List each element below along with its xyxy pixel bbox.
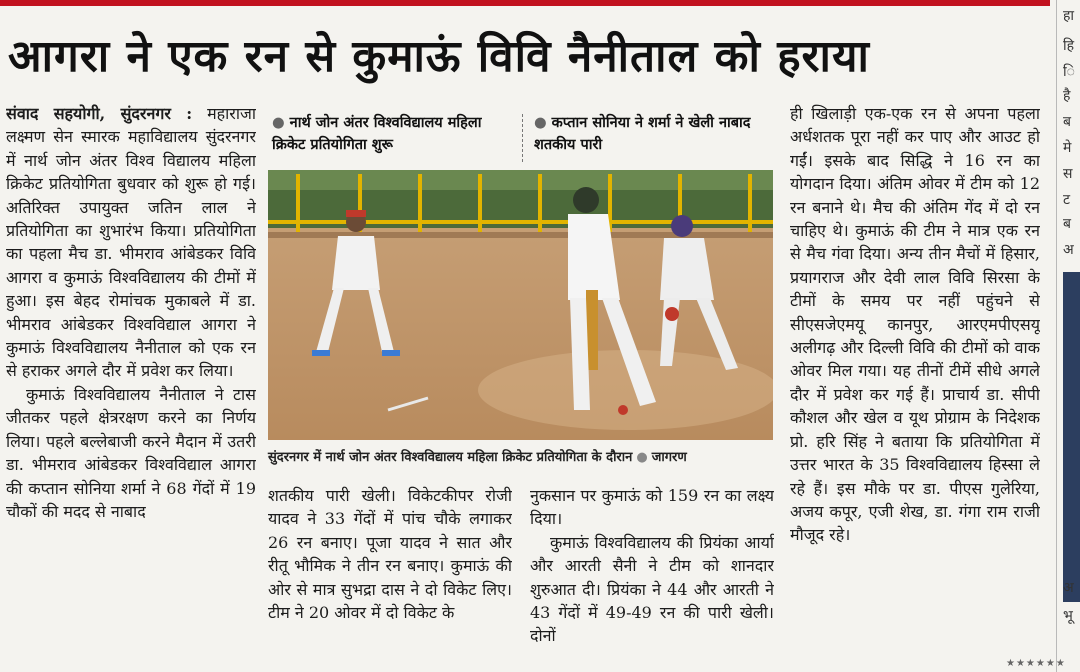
bullet-icon: ● — [272, 115, 285, 131]
adjacent-text-fragment: ब — [1063, 114, 1071, 130]
article-column-4 — [790, 102, 1040, 672]
adjacent-text-fragment: है — [1063, 88, 1071, 104]
photo-caption-text: सुंदरनगर में नार्थ जोन अंतर विश्वविद्यालय महिला क्रिकेट प्रतियोगिता के दौरान — [268, 450, 633, 465]
paragraph-4: नुकसान पर कुमाऊं को 159 रन का लक्ष्य दिया। — [530, 486, 774, 529]
adjacent-text-fragment: हि — [1063, 38, 1075, 54]
article-column-3 — [530, 484, 774, 672]
adjacent-text-fragment: ट — [1063, 192, 1071, 208]
adjacent-text-fragment: हा — [1063, 8, 1075, 24]
adjacent-text-fragment: ि — [1063, 64, 1075, 80]
adjacent-text-fragment: भू — [1063, 608, 1073, 624]
adjacent-text-fragment: अ — [1063, 580, 1074, 596]
paragraph-2: कुमाऊं विश्वविद्यालय नैनीताल ने टास जीतकर पहले क्षेत्ररक्षण करने का निर्णय लिया। पहले बल्लेबाजी करने मैदान में उतरी डा. भीमराव आंबेडकर विश्वविद्याल आगरा की कप्तान सोनिया शर्मा ने 68 गेंदों में 19 चौकों की मदद से नाबाद — [6, 384, 256, 521]
dateline: संवाद सहयोगी, सुंदरनगर : — [6, 104, 193, 123]
paragraph-1 — [6, 102, 256, 383]
article-column-1 — [6, 102, 256, 672]
paragraph-3: शतकीय पारी खेली। विकेटकीपर रोजी यादव ने 33 गेंदों में पांच चौके लगाकर 26 रन बनाए। पूजा यादव ने सात और रीतू भौमिक ने तीन रन बनाए। कुमाऊं की ओर से मात्र सुभद्रा दास ने दो विकेट लिए। टीम ने 20 ओवर में दो विकेट के — [268, 486, 512, 623]
bullet-icon: ● — [534, 115, 547, 131]
paragraph-1-text: महाराजा लक्ष्मण सेन स्मारक महाविद्यालय सुंदरनगर में नार्थ जोन अंतर विश्व विद्यालय महिला क्रिकेट प्रतियोगिता बुधवार को शुरू हो गई। अतिरिक्त उपायुक्त जतिन लाल ने प्रतियोगिता का शुभारंभ किया। प्रतियोगिता का पहला मैच डा. भीमराव आंबेडकर विवि आगरा व कुमाऊं विश्वविद्यालय की टीमों में हुआ। इस बेहद रोमांचक मुकाबले में डा. भीमराव आंबेडकर विश्वविद्याल आगरा ने कुमाऊं विश्वविद्यालय नैनीताल को एक रन से हराकर अगले दौर में प्रवेश कर लिया। — [6, 104, 256, 381]
adjacent-photo — [1063, 272, 1080, 602]
highlight-2 — [534, 112, 770, 156]
top-accent-bar — [0, 0, 1050, 6]
article-column-2 — [268, 484, 512, 672]
paragraph-5: कुमाऊं विश्वविद्यालय की प्रियंका आर्या और आरती सैनी ने टीम को शानदार शुरुआत दी। प्रियंका ने 44 और आरती ने 43 गेंदों में 49-49 रन की पारी खेली। दोनों — [530, 532, 774, 646]
photo-caption — [268, 448, 773, 468]
highlight-separator — [522, 114, 523, 162]
adjacent-text-fragment: ब — [1063, 216, 1071, 232]
highlight-2-text: कप्तान सोनिया ने शर्मा ने खेली नाबाद शतकीय पारी — [534, 115, 751, 153]
adjacent-text-fragment: अ — [1063, 242, 1074, 258]
cricket-photo-illustration — [268, 170, 773, 440]
highlight-1 — [272, 112, 518, 156]
cricket-match-photo — [268, 170, 773, 440]
adjacent-article-edge — [1056, 0, 1080, 672]
adjacent-text-fragment: स — [1063, 166, 1073, 182]
highlight-1-text: नार्थ जोन अंतर विश्वविद्यालय महिला क्रिकेट प्रतियोगिता शुरू — [272, 115, 482, 153]
footer-stars: ★★★★★★ — [1006, 658, 1066, 669]
adjacent-text-fragment: मे — [1063, 140, 1072, 156]
paragraph-6: ही खिलाड़ी एक-एक रन से अपना पहला अर्धशतक पूरा नहीं कर पाए और आउट हो गईं। इसके बाद सिद्धि ने 16 रन का योगदान दिया। अंतिम ओवर में टीम को 12 रन बनाने थे। मैच की अंतिम गेंद में दो रन चाहिए थे। कुमाऊं की टीम ने मात्र एक रन से मैच गंवा दिया। अन्य तीन मैचों में हिसार, प्रयागराज और देवी लाल विवि सिरसा के टीमों के समय पर नहीं पहुंचने से सीएसजेएमयू कानपुर, आरएमपीएसयू अलीगढ़ और दिल्ली विवि की टीमों को वाक ओवर मिल गया। यह तीनों टीमें सीधे अगले दौर में प्रवेश कर गई हैं। प्राचार्य डा. सीपी कौशल और खेल व यूथ प्रोग्राम के निदेशक प्रो. हरि सिंह ने बताया कि प्रतियोगिता में उत्तर भारत के 35 विश्वविद्यालय हिस्सा ले रहे हैं। इस मौके पर डा. पीएस गुलेरिया, अजय कपूर, एजी शेख, डा. गंगा राम राजी मौजूद रहे। — [790, 104, 1040, 545]
bullet-icon: ● — [636, 450, 648, 465]
article-headline: आगरा ने एक रन से कुमाऊं विवि नैनीताल को हराया — [8, 31, 870, 82]
photo-credit: जागरण — [651, 450, 687, 465]
